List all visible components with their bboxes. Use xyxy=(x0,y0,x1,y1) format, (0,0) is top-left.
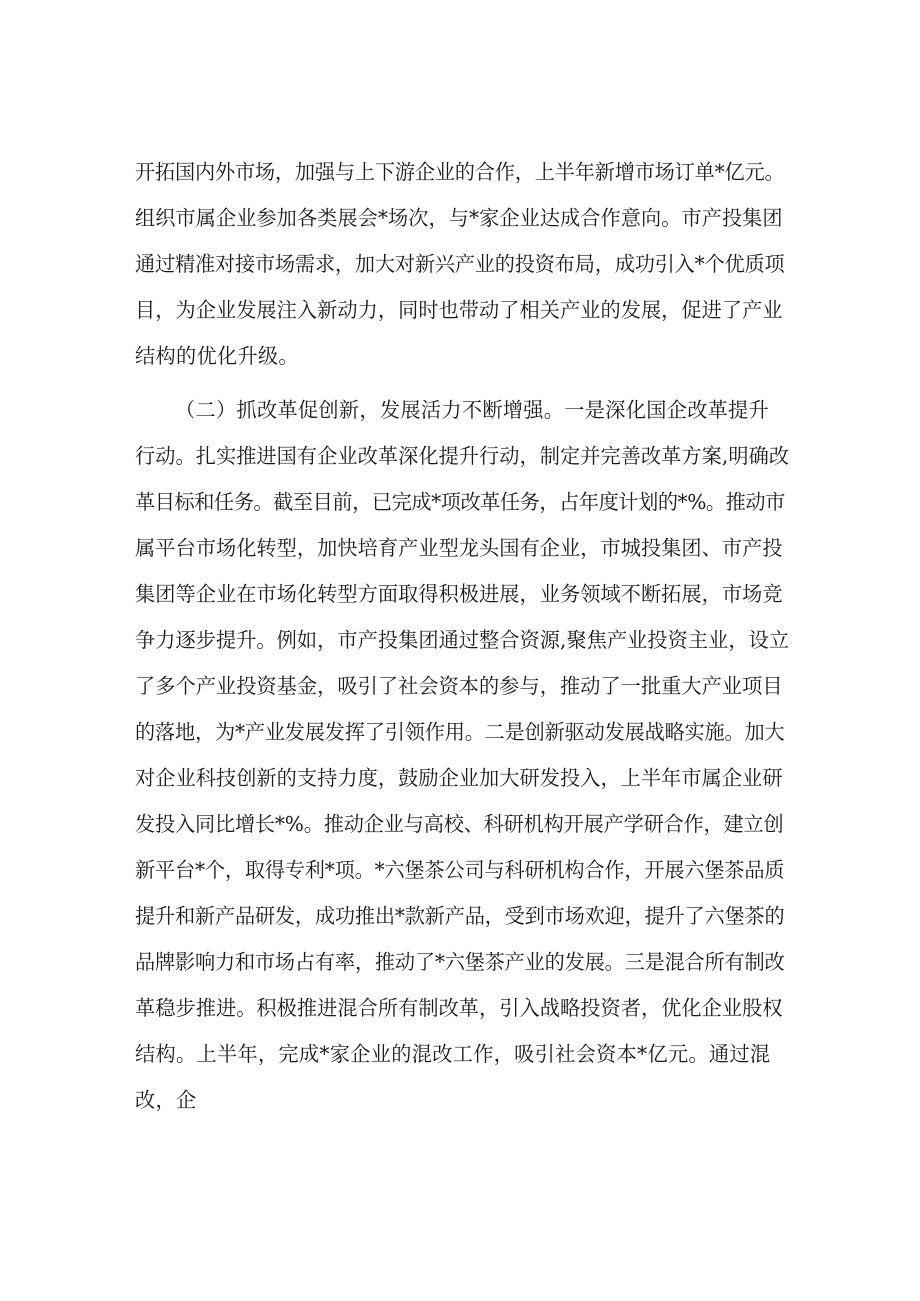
text-line-9: 属平台市场化转型，加快培育产业型龙头国有企业，市城投集团、市产投 xyxy=(135,536,783,560)
text-line-8: 革目标和任务。截至目前，已完成*项改革任务，占年度计划的*%。推动市 xyxy=(135,490,785,514)
text-line-19: 革稳步推进。积极推进混合所有制改革，引入战略投资者，优化企业股权 xyxy=(135,996,783,1020)
section-heading-line: （二）抓改革促创新，发展活力不断增强。一是深化国企改革提升 xyxy=(175,398,770,422)
text-line-20: 结构。上半年，完成*家企业的混改工作，吸引社会资本*亿元。通过混 xyxy=(135,1042,771,1066)
text-line-15: 发投入同比增长*%。推动企业与高校、科研机构开展产学研合作，建立创 xyxy=(135,812,784,836)
text-line-3: 通过精准对接市场需求，加大对新兴产业的投资布局，成功引入*个优质项 xyxy=(135,252,785,276)
text-line-10: 集团等企业在市场化转型方面取得积极进展，业务领域不断拓展，市场竞 xyxy=(135,582,783,606)
text-line-18: 品牌影响力和市场占有率，推动了*六堡茶产业的发展。三是混合所有制改 xyxy=(135,950,785,974)
text-line-13: 的落地，为*产业发展发挥了引领作用。二是创新驱动发展战略实施。加大 xyxy=(135,720,785,744)
text-line-7: 行动。扎实推进国有企业改革深化提升行动，制定并完善改革方案,明确改 xyxy=(135,444,790,468)
text-line-14: 对企业科技创新的支持力度，鼓励企业加大研发投入，上半年市属企业研 xyxy=(135,766,783,790)
text-line-2: 组织市属企业参加各类展会*场次，与*家企业达成合作意向。市产投集团 xyxy=(135,206,783,230)
text-line-12: 了多个产业投资基金，吸引了社会资本的参与，推动了一批重大产业项目 xyxy=(135,674,783,698)
text-line-4: 目，为企业发展注入新动力，同时也带动了相关产业的发展，促进了产业 xyxy=(135,298,783,322)
text-line-11: 争力逐步提升。例如，市产投集团通过整合资源,聚焦产业投资主业，设立 xyxy=(135,628,790,652)
text-line-17: 提升和新产品研发，成功推出*款新产品，受到市场欢迎，提升了六堡茶的 xyxy=(135,904,785,928)
text-line-21: 改，企 xyxy=(135,1088,197,1112)
text-line-5: 结构的优化升级。 xyxy=(135,344,299,368)
text-line-16: 新平台*个，取得专利*项。*六堡茶公司与科研机构合作，开展六堡茶品质 xyxy=(135,858,785,882)
text-line-1: 开拓国内外市场，加强与上下游企业的合作，上半年新增市场订单*亿元。 xyxy=(135,160,785,184)
